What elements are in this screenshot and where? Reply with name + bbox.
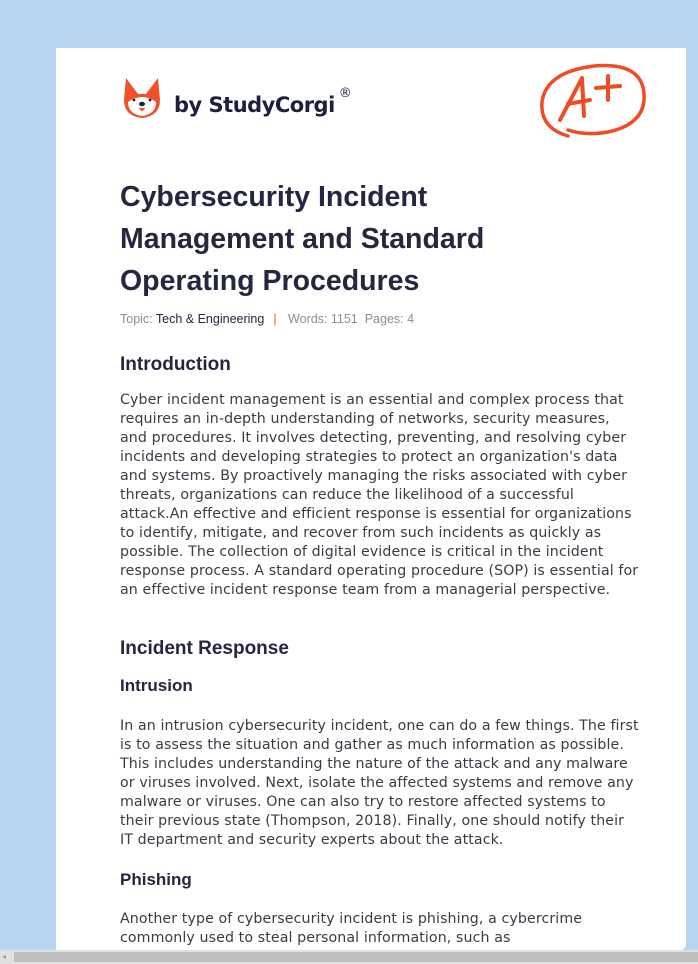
page-count: Pages: 4 <box>364 312 415 326</box>
subheading-phishing: Phishing <box>120 870 192 889</box>
studycorgi-logo[interactable] <box>122 76 352 120</box>
paragraph-introduction: Cyber incident management is an essential and complex process that requires an in-depth understanding of networks, security measures, and procedures. It involves detecting, preventing, and resolving cyber incidents and developing strategies to protect an organization's data and systems. By proactively managing the risks associated with cyber threats, organizations can reduce the likelihood of a successful attack.An effective and efficient response is essential for organizations to identify, mitigate, and recover from such incidents as quickly as possible. The collection of digital evidence is critical in the incident response process. A standard operating procedure (SOP) is essential for an effective incident response team from a managerial perspective. <box>120 392 639 598</box>
a-plus-grade-icon <box>538 58 648 142</box>
corgi-logo-icon <box>122 76 162 120</box>
section-heading-incident-response: Incident Response <box>120 638 289 659</box>
horizontal-scrollbar[interactable] <box>0 950 698 964</box>
subheading-intrusion: Intrusion <box>120 676 193 695</box>
word-count: Words: 1151 <box>288 312 358 326</box>
topic-label: Topic: <box>120 312 153 326</box>
registered-mark: ® <box>338 85 352 101</box>
document-page <box>56 48 686 950</box>
topic-link[interactable]: Tech & Engineering <box>155 312 265 326</box>
paragraph-phishing: Another type of cybersecurity incident is phishing, a cybercrime commonly used to steal personal information, such as <box>120 911 583 946</box>
meta-separator: | <box>273 312 277 326</box>
scroll-left-arrow-icon[interactable]: ◂ <box>2 952 7 961</box>
paragraph-intrusion: In an intrusion cybersecurity incident, one can do a few things. The first is to assess the situation and gather as much information as possible. This includes understanding the nature of the attack and any malware or viruses involved. Next, isolate the affected systems and remove any malware or viruses. One can also try to restore affected systems to their previous state (Thompson, 2018). Finally, one should notify their IT department and security experts about the attack. <box>120 718 639 848</box>
brand-name: by StudyCorgi <box>174 93 335 117</box>
article-meta <box>120 312 414 326</box>
page-title: Cybersecurity Incident Management and Standard Operating Procedures <box>120 181 485 297</box>
scrollbar-thumb[interactable] <box>14 952 698 962</box>
grade-badge <box>538 58 648 146</box>
section-heading-introduction: Introduction <box>120 354 231 375</box>
